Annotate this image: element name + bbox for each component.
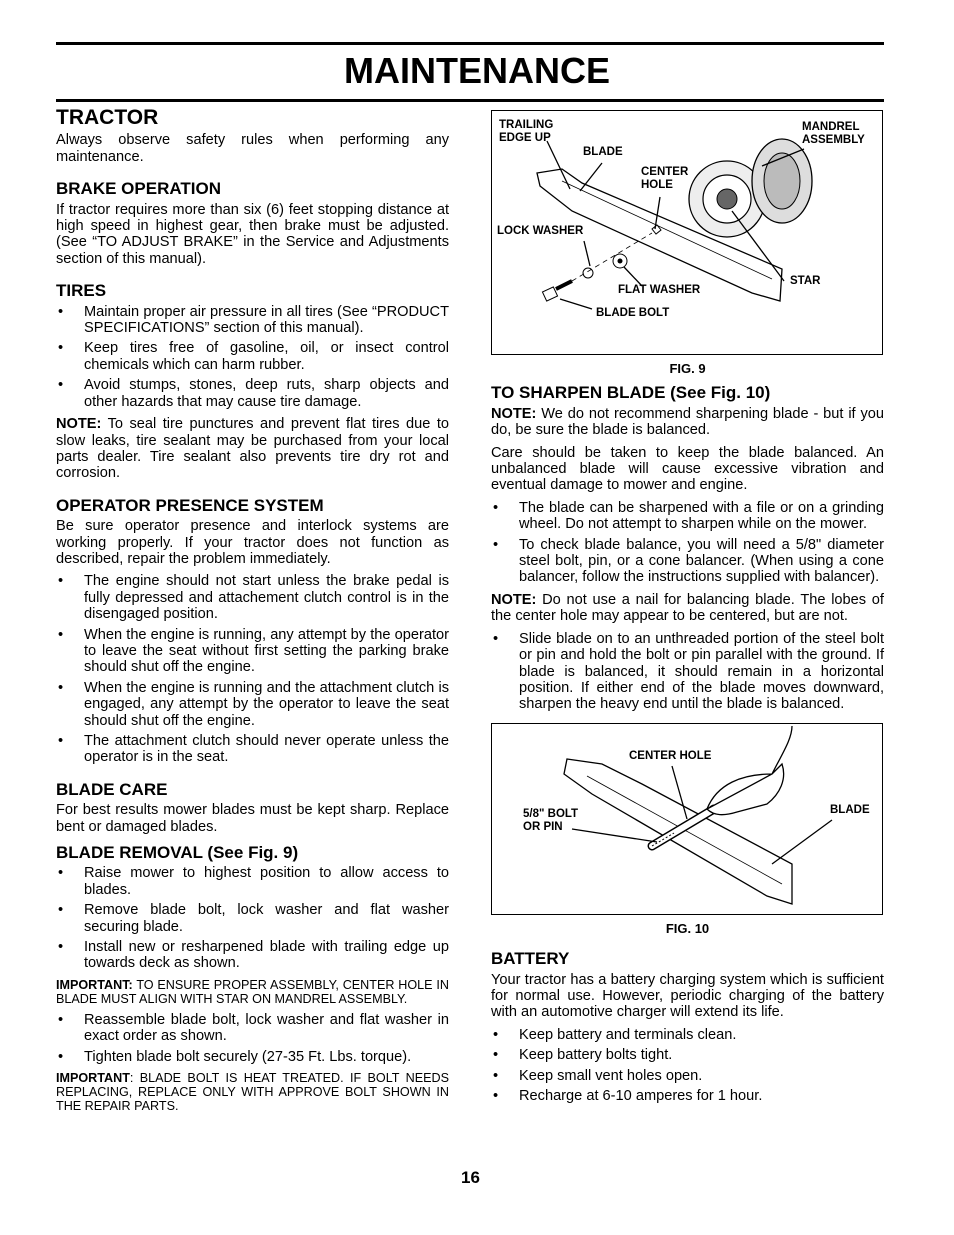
ops-text: Be sure operator presence and interlock systems are working properly. If your tractor does not function as described, repair the problem immediately. [56, 518, 449, 567]
brake-section [56, 181, 449, 267]
list-item: • When the engine is running and the attachment clutch is engaged, any attempt by the operator to leave the seat should shut off the engine. [56, 680, 449, 729]
blade-care-section [56, 779, 449, 835]
sharpen-text: Care should be taken to keep the blade balanced. An unbalanced blade will cause excessive vibration and eventual damage to mower and engine. [491, 444, 884, 494]
right-column [491, 110, 884, 1110]
battery-text: Your tractor has a battery charging system which is sufficient for normal use. However, periodic charging of the battery with an automotive charger will extend its life. [491, 971, 884, 1021]
list-item: • Reassemble blade bolt, lock washer and flat washer in exact order as shown. [56, 1012, 449, 1045]
important-text: TO ENSURE PROPER ASSEMBLY, CENTER HOLE IN BLADE MUST ALIGN WITH STAR ON MANDREL ASSEMBLY. [56, 977, 449, 1006]
fig9-label-trailing: TRAILING EDGE UP [499, 119, 554, 144]
list-item: • Slide blade on to an unthreaded portion of the steel bolt or pin and hold the bolt or pin parallel with the ground. If blade is balanced, it should remain in a horizontal position. If either end of the blade moves downward, sharpen the heavy end until the blade is balanced. [491, 631, 884, 713]
blade-care-text: For best results mower blades must be kept sharp. Replace bent or damaged blades. [56, 802, 449, 835]
fig9-caption: FIG. 9 [669, 361, 706, 376]
fig10-caption: FIG. 10 [665, 920, 710, 936]
fig9-label-blade-bolt: BLADE BOLT [596, 307, 670, 319]
tires-list [56, 304, 449, 410]
fig9-label-center-hole: CENTER HOLE [641, 166, 689, 191]
blade-removal-list-2 [56, 1012, 449, 1065]
left-column [56, 108, 449, 1119]
battery-list [491, 1027, 884, 1105]
brake-text: If tractor requires more than six (6) feet stopping distance at high speed in highest gear, then brake must be adjusted. (See “TO ADJUST BRAKE” in the Service and Adjustments section of this manual). [56, 201, 449, 267]
important-text: : BLADE BOLT IS HEAT TREATED. IF BOLT NEEDS REPLACING, REPLACE ONLY WITH APPROVE BOLT SHOWN IN THE REPAIR PARTS. [56, 1071, 449, 1114]
list-item: • Keep tires free of gasoline, oil, or insect control chemicals which can harm rubber. [56, 340, 449, 373]
tractor-intro: Always observe safety rules when performing any maintenance. [56, 132, 449, 165]
sharpen-list [491, 500, 884, 586]
note-text: Do not use a nail for balancing blade. The lobes of the center hole may appear to be centered, but are not. [491, 591, 884, 625]
list-item: • The engine should not start unless the brake pedal is fully depressed and attachement clutch control is in the disengaged position. [56, 573, 449, 622]
fig10-label-bolt: 5/8" BOLT OR PIN [523, 807, 579, 833]
fig9-label-star: STAR [790, 275, 821, 287]
important-note-2 [56, 1071, 449, 1113]
list-item: • The attachment clutch should never operate unless the operator is in the seat. [56, 733, 449, 766]
fig9-label-flat-washer: FLAT WASHER [618, 284, 701, 296]
fig10-label-center-hole: CENTER HOLE [629, 749, 712, 762]
ops-section [56, 495, 449, 766]
list-item: • Keep battery and terminals clean. [491, 1027, 884, 1043]
list-item: • Raise mower to highest position to allow access to blades. [56, 865, 449, 898]
tires-heading: TIRES [56, 281, 107, 301]
note-label: NOTE: [491, 591, 537, 608]
fig9-label-lock-washer: LOCK WASHER [497, 225, 584, 237]
important-note-1 [56, 978, 449, 1006]
list-item: • The blade can be sharpened with a file or on a grinding wheel. Do not attempt to sharpen while on the mower. [491, 500, 884, 533]
fig10-label-blade: BLADE [830, 803, 870, 816]
list-item: • Keep small vent holes open. [491, 1068, 884, 1084]
list-item: • To check blade balance, you will need a 5/8" diameter steel bolt, pin, or a cone balancer. (When using a cone balancer, follow the instructions supplied with balancer). [491, 537, 884, 586]
list-item: • Maintain proper air pressure in all tires (See “PRODUCT SPECIFICATIONS” section of this manual). [56, 304, 449, 337]
list-item: • Tighten blade bolt securely (27-35 Ft. Lbs. torque). [56, 1049, 449, 1065]
title-rule [56, 99, 884, 102]
fig10-illustration [491, 723, 883, 915]
list-item: • Keep battery bolts tight. [491, 1047, 884, 1063]
top-rule [56, 42, 884, 45]
sharpen-note-2 [491, 592, 884, 625]
list-item: • Remove blade bolt, lock washer and flat washer securing blade. [56, 902, 449, 935]
tractor-heading: TRACTOR [56, 106, 159, 129]
list-item: • When the engine is running, any attempt by the operator to leave the seat without first setting the parking brake should shut off the engine. [56, 627, 449, 676]
blade-removal-section [56, 845, 449, 1113]
page-number: 16 [461, 1168, 480, 1187]
blade-care-heading: BLADE CARE [56, 779, 168, 799]
ops-list [56, 573, 449, 765]
note-label: NOTE: [56, 416, 102, 433]
page-title: MAINTENANCE [344, 50, 610, 91]
important-label: IMPORTANT [56, 1071, 130, 1086]
fig9-label-blade: BLADE [583, 146, 623, 158]
important-label: IMPORTANT: [56, 977, 133, 992]
fig9-illustration [491, 110, 883, 355]
list-item: • Avoid stumps, stones, deep ruts, sharp objects and other hazards that may cause tire damage. [56, 377, 449, 410]
note-label: NOTE: [491, 405, 537, 422]
sharpen-list-2 [491, 631, 884, 713]
hand-shape [707, 726, 792, 815]
fig9-label-mandrel: MANDREL ASSEMBLY [802, 121, 865, 146]
brake-heading: BRAKE OPERATION [56, 179, 221, 199]
list-item: • Recharge at 6-10 amperes for 1 hour. [491, 1088, 884, 1104]
note-text: To seal tire punctures and prevent flat tires due to slow leaks, tire sealant may be purchased from your local parts dealer. Tire sealant also prevents tire dry rot and corrosion. [56, 416, 450, 482]
blade-removal-list [56, 865, 449, 971]
ops-heading: OPERATOR PRESENCE SYSTEM [56, 495, 324, 515]
sharpen-heading: TO SHARPEN BLADE (See Fig. 10) [491, 383, 771, 403]
note-text: We do not recommend sharpening blade - but if you do, be sure the blade is balanced. [491, 405, 884, 439]
list-item: • Install new or resharpened blade with trailing edge up towards deck as shown. [56, 939, 449, 972]
tires-note [56, 416, 449, 482]
bolt-shape [542, 287, 557, 301]
tires-section [56, 283, 449, 481]
blade-removal-heading: BLADE REMOVAL (See Fig. 9) [56, 843, 299, 863]
sharpen-note-1 [491, 406, 884, 439]
battery-heading: BATTERY [491, 949, 570, 969]
